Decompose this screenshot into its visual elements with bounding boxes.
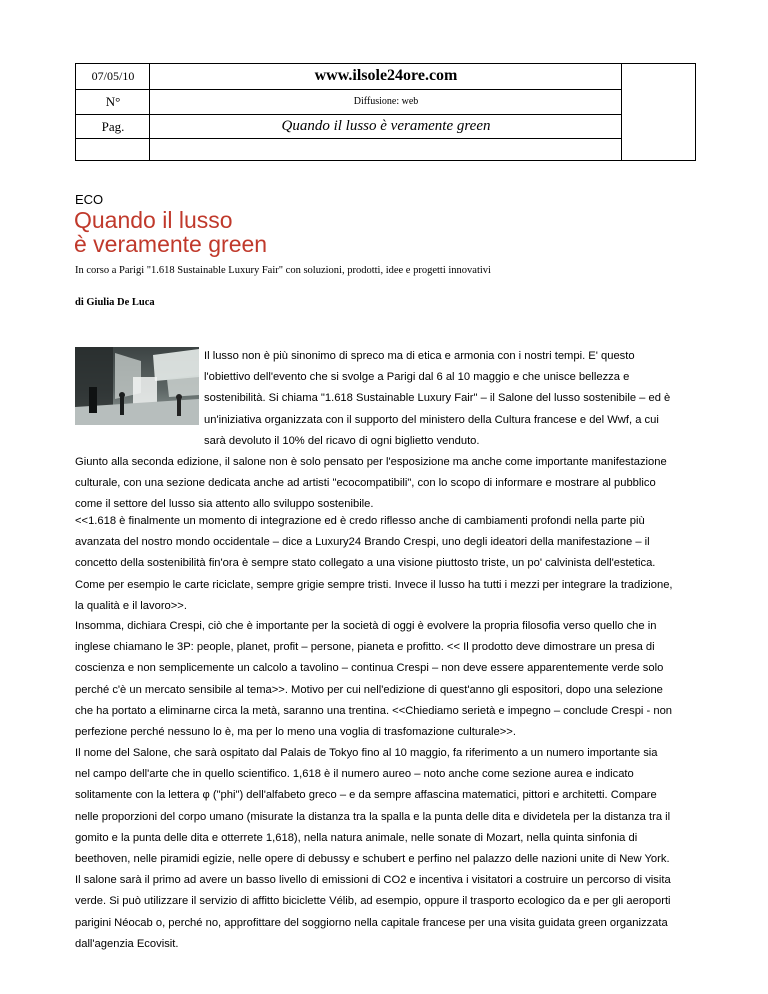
text-line: inglese chiamano le 3P: people, planet, profit – persone, pianeta e profitto. << Il prodotto deve dimostrare un presa di [75,641,655,654]
paragraph-1 [75,346,695,516]
clipping-headline: Quando il lusso è veramente green [281,118,491,134]
text-line: gomito e la punta delle dita e otterrete 1,618), nella natura animale, nelle sonate di Mozart, nella quinta sinfonia di [75,831,638,844]
page-label: Pag. [101,119,125,134]
paragraph-4 [75,743,695,955]
text-line: concetto della sostenibilità fin'ora è sempre stato collegato a una visione piuttosto triste, un po' calvinista dell'estetica. [75,557,656,570]
diffusion-label: Diffusione: web [353,96,419,107]
text-line: l'obiettivo dell'evento che si svolge a Parigi dal 6 al 10 maggio e che unisce bellezza e [204,371,630,384]
text-line: perché c'è un mercato sensibile al tema>>. Motivo per cui nell'edizione di quest'anno gli espositori, dopo una selezione [75,683,663,696]
text-line: la qualità e il lavoro>>. [75,599,187,612]
paragraph-3 [75,616,695,743]
text-line: che ha portato a eliminarne circa la metà, saranno una trentina. <<Chiediamo serietà e impegno – conclude Crespi - non [75,704,673,717]
number-label: N° [105,94,121,109]
text-line: coscienza e non semplicemente un calcolo a tavolino – continua Crespi – non deve essere apparentemente verde solo [75,662,664,675]
text-line: <<1.618 è finalmente un momento di integrazione ed è credo riflesso anche di cambiamenti profondi nella parte più [75,515,645,527]
text-line: Il lusso non è più sinonimo di spreco ma di etica e armonia con i nostri tempi. E' questo [204,350,635,362]
text-line: Il nome del Salone, che sarà ospitato dal Palais de Tokyo fino al 10 maggio, fa riferimento a un numero importante sia [75,747,658,759]
text-line: Come per esempio le carte riciclate, sempre grigie sempre tristi. Invece il lusso ha tutti i mezzi per integrare la tradizione, [75,578,673,591]
text-line: solitamente con la lettera φ ("phi") dell'alfabeto greco – e da sempre affascina matematici, pittori e architetti. Compare [75,789,657,802]
section-label: ECO [75,192,104,207]
article-title [74,208,267,256]
source-site: www.ilsole24ore.com [314,67,458,84]
article-author: di Giulia De Luca [75,297,155,308]
text-line: Giunto alla seconda edizione, il salone non è solo pensato per l'esposizione ma anche come importante manifestazione [75,456,667,469]
text-line: Insomma, dichiara Crespi, ciò che è importante per la società di oggi è evolvere la propria filosofia verso quello che in [75,620,657,632]
text-line: sostenibilità. Si chiama "1.618 Sustainable Luxury Fair" – il Salone del lusso sostenibile – ed è [204,392,671,405]
text-line: avanzata del nostro mondo occidentale – dice a Luxury24 Brando Crespi, uno degli ideatori della manifestazione – il [75,536,650,549]
text-line: culturale, con una sezione dedicata anche ad artisti "ecocompatibili", con lo scopo di informare e mostrare al pubblico [75,477,656,490]
text-line: nel campo dell'arte che in quello scientifico. 1,618 è il numero aureo – noto anche come sezione aurea e indicato [75,768,634,781]
text-line: perfezione perché nessuno lo è, ma per lo meno una voglia di trasfomazione culturale>>. [75,726,516,739]
title-line-2: è veramente green [74,231,268,257]
text-line: beethoven, nelle piramidi egizie, nelle opere di debussy e schubert e perfino nel palazzo delle nazioni unite di New York. [75,853,670,866]
clipping-date: 07/05/10 [91,69,135,83]
paragraph-2 [75,511,695,617]
text-line: verde. Si può utilizzare il servizio di affitto biciclette Vélib, ad esempio, oppure il trasporto ecologico da e per gli aeroporti [75,895,671,908]
clipping-header-table [75,63,696,161]
article-subtitle: In corso a Parigi "1.618 Sustainable Luxury Fair" con soluzioni, prodotti, idee e progetti innovativi [75,265,491,276]
text-line: parigini Néocab o, perché no, approfittare del soggiorno nella capitale francese per una visita guidata green organizzata [75,916,668,929]
text-line: Il salone sarà il primo ad avere un basso livello di emissioni di CO2 e incentiva i visitatori a costruire un percorso di visita [75,874,671,887]
text-line: come il settore del lusso sia attento allo sviluppo sostenibile. [75,498,374,511]
text-line: sarà devoluto il 10% del ricavo di ogni biglietto venduto. [204,434,480,447]
text-line: un'iniziativa organizzata con il supporto del ministero della Cultura francese e del Wwf, a cui [204,413,659,426]
text-line: dall'agenzia Ecovisit. [75,937,179,950]
title-line-1: Quando il lusso [74,207,233,233]
text-line: nelle proporzioni del corpo umano (misurate la distanza tra la spalla e la punta delle dita e dividetela per la distanza tra il [75,810,671,823]
